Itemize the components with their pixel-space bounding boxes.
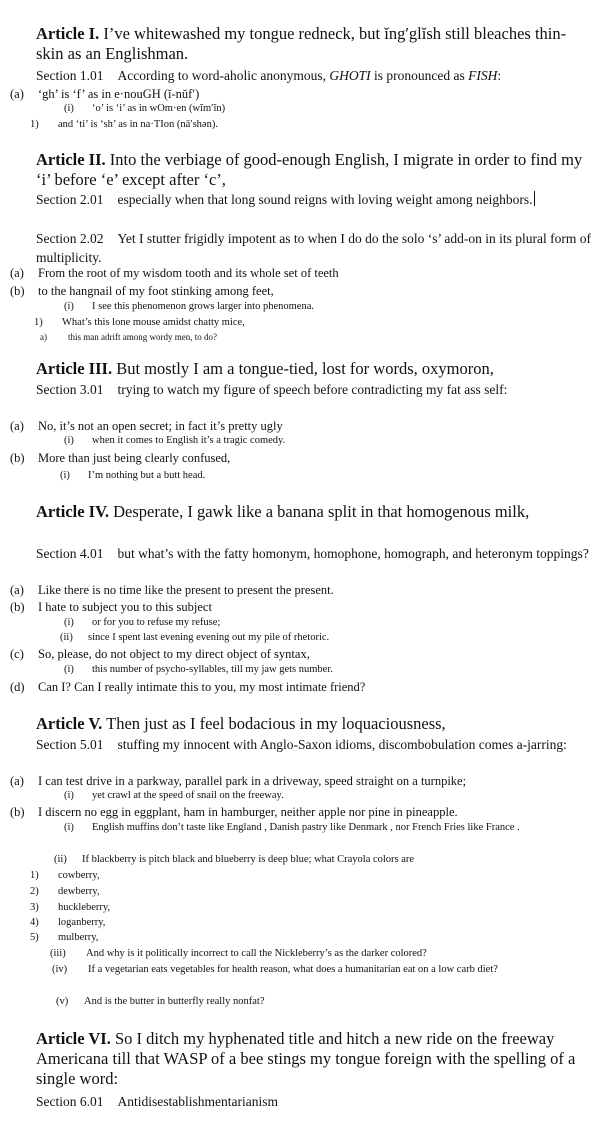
list-item: (c) So, please, do not object to my direct object of syntax, <box>10 647 310 661</box>
list-item: (a) From the root of my wisdom tooth and its whole set of teeth <box>10 266 339 280</box>
list-item: (i) when it comes to English it’s a tragic comedy. <box>64 435 286 446</box>
list-item: 4) loganberry, <box>30 917 106 928</box>
list-item: (v) And is the butter in butterfly really nonfat? <box>56 996 265 1007</box>
list-item: (a) I can test drive in a parkway, parallel park in a driveway, speed straight on a turnpike; <box>10 774 467 788</box>
section-2-02: Section 2.02 Yet I stutter frigidly impotent as to when I do do the solo ‘s’ add-on in its plural form of multiplicity. <box>36 231 591 265</box>
list-item: (i) yet crawl at the speed of snail on the freeway. <box>64 790 284 801</box>
list-item: 2) dewberry, <box>30 886 100 897</box>
ghoti-word: GHOTI <box>329 68 371 83</box>
list-item: (b) to the hangnail of my foot stinking among feet, <box>10 284 274 298</box>
article-1-heading <box>36 24 592 64</box>
list-item: (i) I see this phenomenon grows larger into phenomena. <box>64 301 315 312</box>
list-item: (ii) since I spent last evening evening out my pile of rhetoric. <box>60 632 330 643</box>
list-item: 5) mulberry, <box>30 932 99 943</box>
list-item: a) this man adrift among wordy men, to do? <box>40 332 217 342</box>
section-5-01: Section 5.01 stuffing my innocent with Anglo-Saxon idioms, discombobulation comes a-jarring: <box>36 737 567 752</box>
section-number: Section 1.01 <box>36 68 104 83</box>
list-item: (i) English muffins don’t taste like England , Danish pastry like Denmark , nor French Fries like France . <box>64 822 520 833</box>
list-item: (b) More than just being clearly confused, <box>10 451 231 465</box>
section-6-01: Section 6.01 Antidisestablishmentarianism <box>36 1094 278 1109</box>
fish-word: FISH <box>468 68 498 83</box>
list-item: 1) What’s this lone mouse amidst chatty mice, <box>34 317 245 328</box>
list-item: (i) or for you to refuse my refuse; <box>64 617 221 628</box>
list-item: (iii) And why is it politically incorrect to call the Nickleberry’s as the darker colored? <box>50 948 427 959</box>
list-item: 3) huckleberry, <box>30 902 111 913</box>
section-3-01: Section 3.01 trying to watch my figure of speech before contradicting my fat ass self: <box>36 382 508 397</box>
list-item: (b) I discern no egg in eggplant, ham in hamburger, neither apple nor pine in pineapple. <box>10 805 458 819</box>
list-item: (d) Can I? Can I really intimate this to you, my most intimate friend? <box>10 680 366 694</box>
article-4-heading: Article IV. Desperate, I gawk like a banana split in that homogenous milk, <box>36 502 530 521</box>
article-2-heading: Article II. Into the verbiage of good-enough English, I migrate in order to find my ‘i’ before ‘e’ except after ‘c’, <box>36 150 583 189</box>
section-2-01: Section 2.01 especially when that long sound reigns with loving weight among neighbors. <box>36 190 592 209</box>
article-text: I’ve whitewashed my tongue redneck, but ĭng′glĭsh still bleaches thin-skin as an Englishman. <box>36 24 567 63</box>
article-6-heading: Article VI. So I ditch my hyphenated title and hitch a new ride on the freeway Americana till that WASP of a bee stings my tongue foreign with the spelling of a single word: <box>36 1029 576 1088</box>
article-5-heading: Article V. Then just as I feel bodacious in my loquaciousness, <box>36 714 446 733</box>
list-item: 1) cowberry, <box>30 870 100 881</box>
list-item: 1) and ‘ti’ is ‘sh’ as in na·TIon (nā′shən). <box>30 119 218 130</box>
list-item: (b) I hate to subject you to this subject <box>10 600 212 614</box>
list-item: (a) No, it’s not an open secret; in fact it’s pretty ugly <box>10 419 283 433</box>
list-item: (iv) If a vegetarian eats vegetables for health reason, what does a humanitarian eat on a low carb diet? <box>52 964 498 975</box>
list-item: (i) ‘o’ is ‘i’ as in wOm·en (wĭm′ĭn) <box>64 103 226 114</box>
list-item: (a) ‘gh’ is ‘f’ as in e·nouGH (ĭ-nŭf′) <box>10 87 200 101</box>
section-4-01: Section 4.01 but what’s with the fatty homonym, homophone, homograph, and heteronym toppings? <box>36 546 589 561</box>
text-cursor <box>534 191 536 206</box>
article-3-heading: Article III. But mostly I am a tongue-tied, lost for words, oxymoron, <box>36 359 494 378</box>
section-1-01: Section 1.01 According to word-aholic anonymous, GHOTI is pronounced as FISH: <box>36 68 502 83</box>
list-item: (a) Like there is no time like the present to present the present. <box>10 583 334 597</box>
list-item: (i) I’m nothing but a butt head. <box>60 470 206 481</box>
list-item: (ii) If blackberry is pitch black and blueberry is deep blue; what Crayola colors are <box>54 854 415 865</box>
list-item: (i) this number of psycho-syllables, till my jaw gets number. <box>64 664 333 675</box>
article-label: Article I. <box>36 24 100 43</box>
